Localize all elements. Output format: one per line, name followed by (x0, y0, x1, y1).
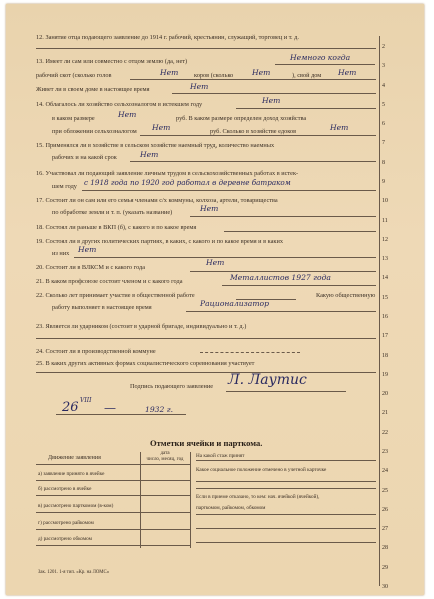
signature-line (226, 391, 346, 392)
row-e: д) рассмотрено обкомом (38, 536, 92, 542)
row-number: 9 (382, 179, 385, 185)
date-dash: — (104, 401, 116, 415)
q14e-text: руб. Сколько в хозяйстве едоков (210, 128, 297, 135)
q15a-text: 15. Применялся ли в хозяйстве в сельском хозяйстве наемный труд, количество наемных (36, 142, 275, 149)
q13a-answer: Немного когда (290, 53, 351, 62)
row-number: 18 (382, 352, 388, 359)
q15b-text: рабочих и на какой срок (52, 154, 117, 161)
col3-refusal2: парткомом, райкомом, обкомом (196, 505, 266, 511)
q20-text: 20. Состоит ли в ВЛКСМ и с какого года (36, 264, 146, 271)
q14e-answer: Нет (330, 123, 349, 132)
signature-value: Л. Лаутис (228, 372, 307, 388)
row-a-line (36, 480, 190, 481)
q14a-line (236, 108, 376, 109)
q13a-line (275, 64, 375, 65)
col3-refusal: Если в приеме отказано, то кем: нач. ячейкой (ячейкой), (196, 494, 320, 500)
q17a-text: 17. Состоит ли он сам или его семья членами с/х коммуны, колхоза, артели, товарищества (36, 197, 278, 204)
q18-text: 18. Состоял ли раньше в ВКП (б), с какого и по какое время (36, 224, 197, 231)
q22c-answer: Рационализатор (200, 299, 269, 308)
col3-line2 (196, 481, 376, 482)
q20-line (190, 271, 376, 272)
q22b-text: Какую общественную (316, 292, 376, 299)
col-divider-1 (140, 452, 141, 548)
row-c: в) рассмотрено парткомом (в-ком) (38, 503, 114, 509)
section-title: Отметки ячейки и парткома. (150, 438, 263, 448)
q13e-text: Живет ли в своем доме в настоящее время (36, 86, 150, 93)
date-line (56, 414, 186, 415)
q22a-text: 22. Сколько лет принимает участие в общественной работе (36, 292, 195, 299)
row-number: 14 (382, 275, 388, 282)
q20-answer: Нет (206, 258, 225, 267)
col3-line6 (196, 542, 376, 543)
q12-line (36, 48, 376, 49)
row-number: 4 (382, 82, 385, 89)
row-number: 26 (382, 506, 388, 513)
q14a-answer: Нет (262, 96, 281, 105)
row-number: 13 (382, 256, 388, 263)
row-e-line (36, 545, 190, 546)
footer-print: Зак. 1201. 1-я тип. «Кр. на ЛОМС» (38, 570, 110, 575)
q16-line (82, 190, 376, 191)
row-number: 2 (382, 44, 385, 50)
q13b-text: рабочий скот (сколько голов (36, 72, 112, 79)
q23-line (36, 338, 376, 339)
col3-sub: Какое социальное положение отмечено в учетной карточке (196, 467, 327, 473)
row-b: б) рассмотрено в ячейке (38, 486, 92, 492)
q14b-text: в каком размере (52, 115, 95, 122)
row-b-line (36, 495, 190, 496)
q13e-answer: Нет (190, 82, 209, 91)
q17b-text: по обработке земли и т. п. (указать название) (52, 209, 173, 216)
q14d-answer: Нет (152, 123, 171, 132)
date-year: 1932 г. (145, 405, 173, 414)
q13d-answer: Нет (338, 68, 357, 77)
row-number: 19 (382, 371, 388, 378)
row-number: 28 (382, 545, 388, 552)
row-number: 16 (382, 314, 388, 320)
row-number: 3 (382, 63, 385, 70)
q24-text: 24. Состоит ли в производственной коммуне (36, 348, 156, 355)
row-number: 5 (382, 101, 385, 108)
q14d-line (140, 135, 376, 136)
q14c-text: руб. В каком размере определен доход хозяйства (176, 115, 307, 122)
q16b-text: шем году (52, 183, 77, 190)
row-number: 25 (382, 487, 388, 494)
col3-line1 (196, 460, 376, 461)
q15b-answer: Нет (140, 150, 159, 159)
q14a-text: 14. Облагалось ли хозяйство сельхозналогом в истекшем году (36, 101, 203, 108)
row-number: 12 (382, 236, 388, 243)
row-number: 21 (382, 410, 388, 417)
col3-line4 (196, 514, 376, 515)
q24-dash (200, 352, 300, 353)
row-number: 10 (382, 198, 388, 205)
q19b-answer: Нет (78, 245, 97, 254)
q23-text: 23. Является ли ударником (состоит в ударной бригаде, индивидуально и т. д.) (36, 323, 247, 330)
row-number: 20 (382, 391, 388, 398)
q13b-line (130, 79, 376, 80)
q13b-answer: Нет (160, 68, 179, 77)
q17b-answer: Нет (200, 204, 219, 213)
row-number: 6 (382, 121, 385, 128)
q21-line (222, 285, 376, 286)
col3-line3 (196, 488, 376, 489)
q12-text: 12. Занятие отца подающего заявление до 1914 г. рабочий, крестьянин, служащий, торговец и т. д. (36, 34, 299, 41)
row-number: 15 (382, 294, 388, 301)
q16b-answer: с 1918 года по 1920 год работал в деревне батраком (84, 178, 291, 187)
q19a-text: 19. Состоял ли в других политических партиях, в каких, с какого и по какое время и в каких (36, 238, 283, 245)
q25-text: 25. В каких других активных формах социалистического соревнования участвует (36, 360, 255, 367)
q13a-text: 13. Имеет ли сам или совместно с отцом землю (да, нет) (36, 58, 188, 65)
date-day: 26 (62, 400, 79, 415)
q25-line (36, 372, 376, 373)
q16a-text: 16. Участвовал ли подающий заявление личным трудом в сельскохозяйственных работах в истек- (36, 170, 299, 177)
col2-header: дата число, месяц, год (146, 451, 184, 462)
q14b-answer: Нет (118, 110, 137, 119)
q13c-answer: Нет (252, 68, 271, 77)
row-number: 24 (382, 468, 388, 475)
q19-line (74, 257, 376, 258)
row-number: 17 (382, 333, 388, 340)
col1-header: Движение заявления (48, 455, 101, 461)
q17-line (190, 216, 376, 217)
row-d: г) рассмотрено райкомом (38, 520, 94, 526)
row-number: 22 (382, 429, 388, 436)
header-underline (36, 464, 190, 465)
row-a: а) заявление принято в ячейке (38, 471, 105, 477)
row-number: 30 (382, 584, 388, 590)
q13d-text: ), свой дом (292, 72, 322, 79)
row-number: 29 (382, 564, 388, 571)
col-divider-2 (190, 452, 191, 548)
signature-label: Подпись подающего заявление (130, 383, 214, 390)
q18-line (224, 231, 376, 232)
q21-answer: Металлистов 1927 года (230, 273, 331, 282)
q22c-line (186, 311, 376, 312)
date-month: VIII (80, 397, 92, 404)
q21-text: 21. В каком профсоюзе состоит членом и с какого года (36, 278, 183, 285)
row-c-line (36, 512, 190, 513)
margin-line (379, 36, 380, 586)
row-number: 8 (382, 159, 385, 166)
q19b-text: из них (52, 250, 70, 257)
q13e-line (172, 93, 376, 94)
row-d-line (36, 529, 190, 530)
q13c-text: коров (сколько (194, 72, 234, 79)
q15-line (130, 161, 376, 162)
row-number: 11 (382, 217, 388, 224)
row-number: 23 (382, 449, 388, 455)
row-number: 27 (382, 526, 388, 533)
q22c-text: работу выполняет в настоящее время (52, 304, 152, 311)
q14d-text: при обложении сельхозналогом (52, 128, 137, 135)
col3-line5 (196, 528, 376, 529)
row-number: 7 (382, 140, 385, 147)
col3-header: На какой стаж принят (196, 453, 245, 459)
